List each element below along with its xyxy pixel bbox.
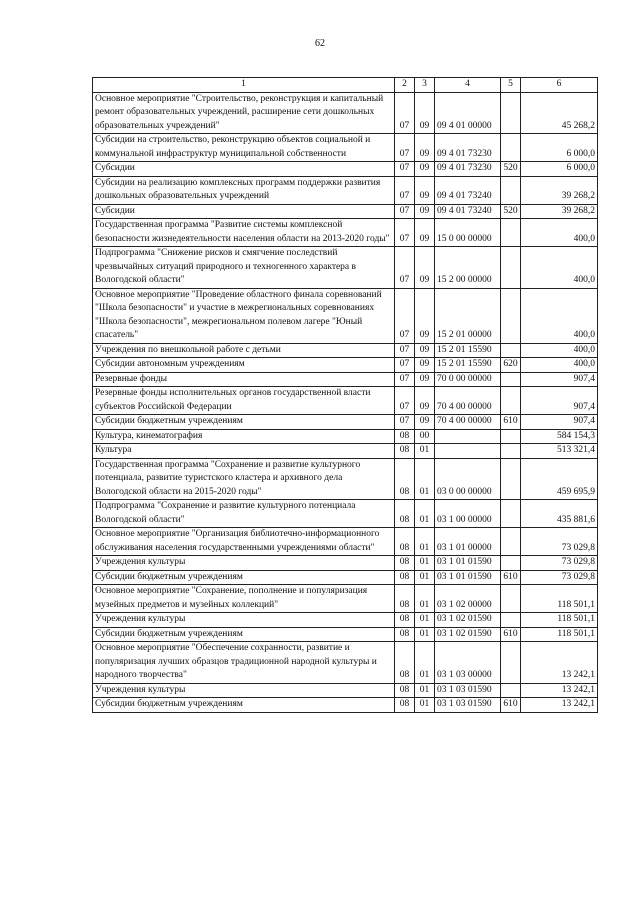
cell-section: 08 <box>395 570 415 585</box>
header-sum: 6 <box>521 78 598 93</box>
table-row <box>93 627 598 642</box>
cell-expense-type: 610 <box>501 415 521 430</box>
cell-name: Основное мероприятие "Строительство, реконструкция и капитальный ремонт образовательных учреждений, расширение сети дошкольных образовательных учреждений" <box>93 92 395 134</box>
header-expense-type: 5 <box>501 78 521 93</box>
cell-name: Субсидии на строительство, реконструкцию объектов социальной и коммунальной инфраструктур муниципальной собственности <box>93 134 395 162</box>
cell-name: Резервные фонды <box>93 372 395 387</box>
cell-sum: 584 154,3 <box>521 429 598 444</box>
header-section: 2 <box>395 78 415 93</box>
cell-subsection: 01 <box>415 570 435 585</box>
cell-expense-type: 520 <box>501 162 521 177</box>
header-subsection: 3 <box>415 78 435 93</box>
cell-expense-type <box>501 585 521 613</box>
cell-name: Основное мероприятие "Сохранение, пополнение и популяризация музейных предметов и музейных коллекций" <box>93 585 395 613</box>
cell-sum: 45 268,2 <box>521 92 598 134</box>
cell-section: 08 <box>395 613 415 628</box>
cell-subsection: 01 <box>415 627 435 642</box>
cell-section: 07 <box>395 219 415 247</box>
cell-expense-type <box>501 372 521 387</box>
cell-sum: 39 268,2 <box>521 176 598 204</box>
cell-expense-type <box>501 247 521 289</box>
cell-subsection: 09 <box>415 247 435 289</box>
cell-target-article: 15 2 01 15590 <box>435 358 501 373</box>
table-row <box>93 387 598 415</box>
cell-expense-type: 620 <box>501 358 521 373</box>
table-row <box>93 613 598 628</box>
table-row <box>93 343 598 358</box>
table-row <box>93 642 598 684</box>
cell-target-article: 03 1 01 01590 <box>435 570 501 585</box>
cell-target-article <box>435 429 501 444</box>
cell-section: 08 <box>395 556 415 571</box>
cell-section: 08 <box>395 585 415 613</box>
cell-sum: 118 501,1 <box>521 627 598 642</box>
cell-sum: 400,0 <box>521 358 598 373</box>
table-row <box>93 500 598 528</box>
table-row <box>93 570 598 585</box>
cell-target-article: 03 1 03 01590 <box>435 683 501 698</box>
cell-target-article: 09 4 01 73230 <box>435 134 501 162</box>
cell-expense-type <box>501 528 521 556</box>
cell-sum: 73 029,8 <box>521 570 598 585</box>
cell-sum: 400,0 <box>521 343 598 358</box>
cell-target-article: 03 0 00 00000 <box>435 458 501 500</box>
cell-subsection: 09 <box>415 219 435 247</box>
cell-name: Подпрограмма "Снижение рисков и смягчение последствий чрезвычайных ситуаций природного и техногенного характера в Вологодской области" <box>93 247 395 289</box>
cell-name: Субсидии <box>93 162 395 177</box>
cell-target-article: 09 4 01 00000 <box>435 92 501 134</box>
cell-target-article: 03 1 01 01590 <box>435 556 501 571</box>
cell-sum: 513 321,4 <box>521 444 598 459</box>
cell-sum: 13 242,1 <box>521 683 598 698</box>
table-row <box>93 458 598 500</box>
cell-subsection: 09 <box>415 343 435 358</box>
cell-expense-type <box>501 458 521 500</box>
cell-subsection: 01 <box>415 698 435 713</box>
cell-sum: 907,4 <box>521 372 598 387</box>
cell-subsection: 01 <box>415 613 435 628</box>
table-row <box>93 444 598 459</box>
cell-sum: 400,0 <box>521 288 598 343</box>
cell-subsection: 01 <box>415 556 435 571</box>
cell-subsection: 09 <box>415 204 435 219</box>
cell-expense-type <box>501 613 521 628</box>
table-row <box>93 162 598 177</box>
table-row <box>93 698 598 713</box>
cell-subsection: 01 <box>415 585 435 613</box>
cell-subsection: 09 <box>415 134 435 162</box>
table-row <box>93 247 598 289</box>
cell-subsection: 09 <box>415 176 435 204</box>
cell-subsection: 09 <box>415 162 435 177</box>
table-row <box>93 415 598 430</box>
table-row <box>93 204 598 219</box>
cell-section: 07 <box>395 247 415 289</box>
table-row <box>93 585 598 613</box>
cell-name: Учреждения культуры <box>93 683 395 698</box>
cell-sum: 435 881,6 <box>521 500 598 528</box>
cell-subsection: 09 <box>415 372 435 387</box>
cell-subsection: 01 <box>415 683 435 698</box>
cell-subsection: 09 <box>415 387 435 415</box>
cell-section: 08 <box>395 698 415 713</box>
table-row <box>93 176 598 204</box>
cell-target-article: 03 1 03 01590 <box>435 698 501 713</box>
cell-target-article: 15 0 00 00000 <box>435 219 501 247</box>
cell-name: Государственная программа "Развитие системы комплексной безопасности жизнедеятельности населения области на 2013-2020 годы" <box>93 219 395 247</box>
cell-subsection: 00 <box>415 429 435 444</box>
cell-section: 07 <box>395 288 415 343</box>
cell-name: Субсидии бюджетным учреждениям <box>93 570 395 585</box>
table-row <box>93 528 598 556</box>
cell-target-article <box>435 444 501 459</box>
cell-sum: 39 268,2 <box>521 204 598 219</box>
cell-section: 08 <box>395 500 415 528</box>
cell-name: Субсидии бюджетным учреждениям <box>93 698 395 713</box>
cell-subsection: 09 <box>415 415 435 430</box>
cell-sum: 6 000,0 <box>521 162 598 177</box>
cell-target-article: 03 1 03 00000 <box>435 642 501 684</box>
cell-sum: 459 695,9 <box>521 458 598 500</box>
cell-target-article: 03 1 00 00000 <box>435 500 501 528</box>
cell-target-article: 03 1 02 00000 <box>435 585 501 613</box>
cell-section: 08 <box>395 429 415 444</box>
table-row <box>93 219 598 247</box>
cell-expense-type <box>501 683 521 698</box>
cell-section: 07 <box>395 92 415 134</box>
cell-sum: 400,0 <box>521 219 598 247</box>
cell-section: 07 <box>395 162 415 177</box>
cell-name: Учреждения по внешкольной работе с детьми <box>93 343 395 358</box>
table-row <box>93 372 598 387</box>
cell-section: 07 <box>395 372 415 387</box>
budget-table <box>92 77 598 713</box>
cell-sum: 6 000,0 <box>521 134 598 162</box>
cell-subsection: 09 <box>415 358 435 373</box>
cell-section: 07 <box>395 134 415 162</box>
cell-section: 07 <box>395 415 415 430</box>
cell-expense-type: 610 <box>501 570 521 585</box>
cell-section: 07 <box>395 358 415 373</box>
cell-name: Основное мероприятие "Организация библиотечно-информационного обслуживания населения государственными учреждениями области" <box>93 528 395 556</box>
cell-name: Субсидии автономным учреждениям <box>93 358 395 373</box>
cell-target-article: 15 2 01 15590 <box>435 343 501 358</box>
table-row <box>93 429 598 444</box>
table-body <box>93 92 598 712</box>
header-target-article: 4 <box>435 78 501 93</box>
cell-sum: 73 029,8 <box>521 556 598 571</box>
cell-section: 08 <box>395 642 415 684</box>
cell-subsection: 09 <box>415 92 435 134</box>
cell-expense-type <box>501 176 521 204</box>
cell-expense-type <box>501 429 521 444</box>
cell-target-article: 09 4 01 73230 <box>435 162 501 177</box>
cell-subsection: 01 <box>415 642 435 684</box>
cell-subsection: 01 <box>415 500 435 528</box>
cell-expense-type <box>501 343 521 358</box>
cell-sum: 907,4 <box>521 415 598 430</box>
cell-target-article: 70 4 00 00000 <box>435 415 501 430</box>
table-row <box>93 288 598 343</box>
table-row <box>93 556 598 571</box>
cell-section: 07 <box>395 343 415 358</box>
cell-name: Субсидии <box>93 204 395 219</box>
cell-expense-type <box>501 288 521 343</box>
cell-sum: 13 242,1 <box>521 642 598 684</box>
cell-expense-type <box>501 444 521 459</box>
cell-section: 08 <box>395 528 415 556</box>
cell-target-article: 03 1 01 00000 <box>435 528 501 556</box>
cell-target-article: 15 2 01 00000 <box>435 288 501 343</box>
cell-section: 08 <box>395 444 415 459</box>
cell-target-article: 70 0 00 00000 <box>435 372 501 387</box>
cell-name: Резервные фонды исполнительных органов государственной власти субъектов Российской Федерации <box>93 387 395 415</box>
cell-name: Государственная программа "Сохранение и развитие культурного потенциала, развитие туристского кластера и архивного дела Вологодской области на 2015-2020 годы" <box>93 458 395 500</box>
cell-name: Культура <box>93 444 395 459</box>
header-name: 1 <box>93 78 395 93</box>
cell-name: Основное мероприятие "Проведение областного финала соревнований "Школа безопасности" и участие в межрегиональных соревнованиях "Школа безопасности", межрегиональном полевом лагере "Юный спасатель" <box>93 288 395 343</box>
cell-section: 07 <box>395 387 415 415</box>
cell-section: 08 <box>395 458 415 500</box>
cell-expense-type <box>501 134 521 162</box>
cell-subsection: 01 <box>415 444 435 459</box>
cell-expense-type <box>501 500 521 528</box>
cell-target-article: 70 4 00 00000 <box>435 387 501 415</box>
table-row <box>93 358 598 373</box>
cell-section: 07 <box>395 204 415 219</box>
cell-target-article: 03 1 02 01590 <box>435 613 501 628</box>
cell-target-article: 09 4 01 73240 <box>435 176 501 204</box>
cell-expense-type <box>501 387 521 415</box>
cell-name: Культура, кинематография <box>93 429 395 444</box>
cell-expense-type: 520 <box>501 204 521 219</box>
page-number: 62 <box>315 38 325 49</box>
cell-target-article: 15 2 00 00000 <box>435 247 501 289</box>
cell-section: 08 <box>395 627 415 642</box>
cell-sum: 118 501,1 <box>521 585 598 613</box>
cell-target-article: 03 1 02 01590 <box>435 627 501 642</box>
cell-sum: 73 029,8 <box>521 528 598 556</box>
cell-name: Субсидии бюджетным учреждениям <box>93 415 395 430</box>
cell-expense-type: 610 <box>501 698 521 713</box>
cell-name: Основное мероприятие "Обеспечение сохранности, развитие и популяризация лучших образцов традиционной народной культуры и народного творчества" <box>93 642 395 684</box>
header-row <box>93 78 598 93</box>
cell-subsection: 09 <box>415 288 435 343</box>
cell-sum: 13 242,1 <box>521 698 598 713</box>
cell-section: 07 <box>395 176 415 204</box>
cell-name: Субсидии на реализацию комплексных программ поддержки развития дошкольных образовательных учреждений <box>93 176 395 204</box>
cell-name: Подпрограмма "Сохранение и развитие культурного потенциала Вологодской области" <box>93 500 395 528</box>
cell-expense-type <box>501 642 521 684</box>
table-row <box>93 683 598 698</box>
table-row <box>93 92 598 134</box>
cell-name: Субсидии бюджетным учреждениям <box>93 627 395 642</box>
cell-sum: 400,0 <box>521 247 598 289</box>
cell-sum: 118 501,1 <box>521 613 598 628</box>
cell-sum: 907,4 <box>521 387 598 415</box>
table-row <box>93 134 598 162</box>
cell-section: 08 <box>395 683 415 698</box>
cell-name: Учреждения культуры <box>93 556 395 571</box>
cell-expense-type <box>501 219 521 247</box>
cell-subsection: 01 <box>415 458 435 500</box>
cell-subsection: 01 <box>415 528 435 556</box>
cell-target-article: 09 4 01 73240 <box>435 204 501 219</box>
cell-expense-type <box>501 92 521 134</box>
cell-name: Учреждения культуры <box>93 613 395 628</box>
cell-expense-type <box>501 556 521 571</box>
cell-expense-type: 610 <box>501 627 521 642</box>
